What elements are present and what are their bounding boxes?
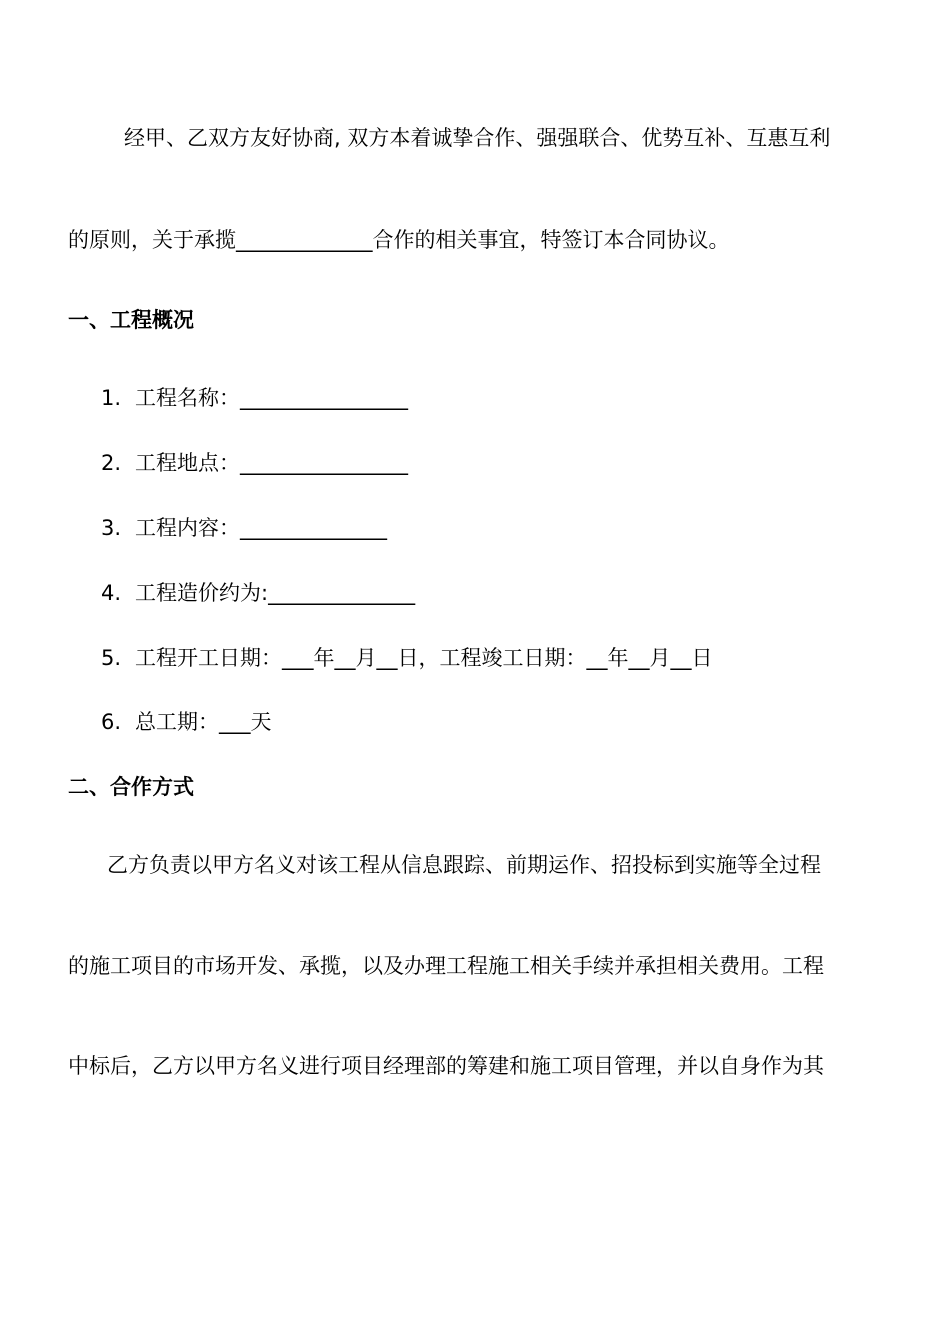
list-item-number: 1. (101, 386, 122, 410)
list-item-text: 工程内容：______________ (135, 516, 387, 540)
list-item-text: 总工期：___天 (135, 710, 272, 734)
list-item (101, 644, 713, 672)
intro-line-2: 的原则，关于承揽_____________合作的相关事宜，特签订本合同协议。 (68, 228, 730, 252)
list-item-text: 工程地点：________________ (135, 451, 408, 475)
list-item (101, 384, 408, 412)
section-2-line-3: 中标后，乙方以甲方名义进行项目经理部的筹建和施工项目管理，并以自身作为其 (68, 1054, 824, 1078)
list-item-text: 工程名称：________________ (135, 386, 408, 410)
section-2-line-1: 乙方负责以甲方名义对该工程从信息跟踪、前期运作、招投标到实施等全过程 (107, 853, 821, 877)
list-item-number: 4. (101, 581, 122, 605)
list-item-number: 5. (101, 646, 122, 670)
list-item (101, 514, 387, 542)
intro-line-1: 经甲、乙双方友好协商, 双方本着诚挚合作、强强联合、优势互补、互惠互利 (124, 126, 831, 150)
list-item-number: 2. (101, 451, 122, 475)
list-item-text: 工程开工日期：___年__月__日，工程竣工日期：__年__月__日 (135, 646, 713, 670)
section-1-title: 一、工程概况 (68, 308, 194, 332)
list-item-number: 3. (101, 516, 122, 540)
section-2-title: 二、合作方式 (68, 775, 194, 799)
section-2-line-2: 的施工项目的市场开发、承揽，以及办理工程施工相关手续并承担相关费用。工程 (68, 954, 824, 978)
list-item-text: 工程造价约为:______________ (135, 581, 416, 605)
list-item-number: 6. (101, 710, 122, 734)
list-item (101, 579, 415, 607)
list-item (101, 449, 408, 477)
list-item (101, 708, 272, 736)
